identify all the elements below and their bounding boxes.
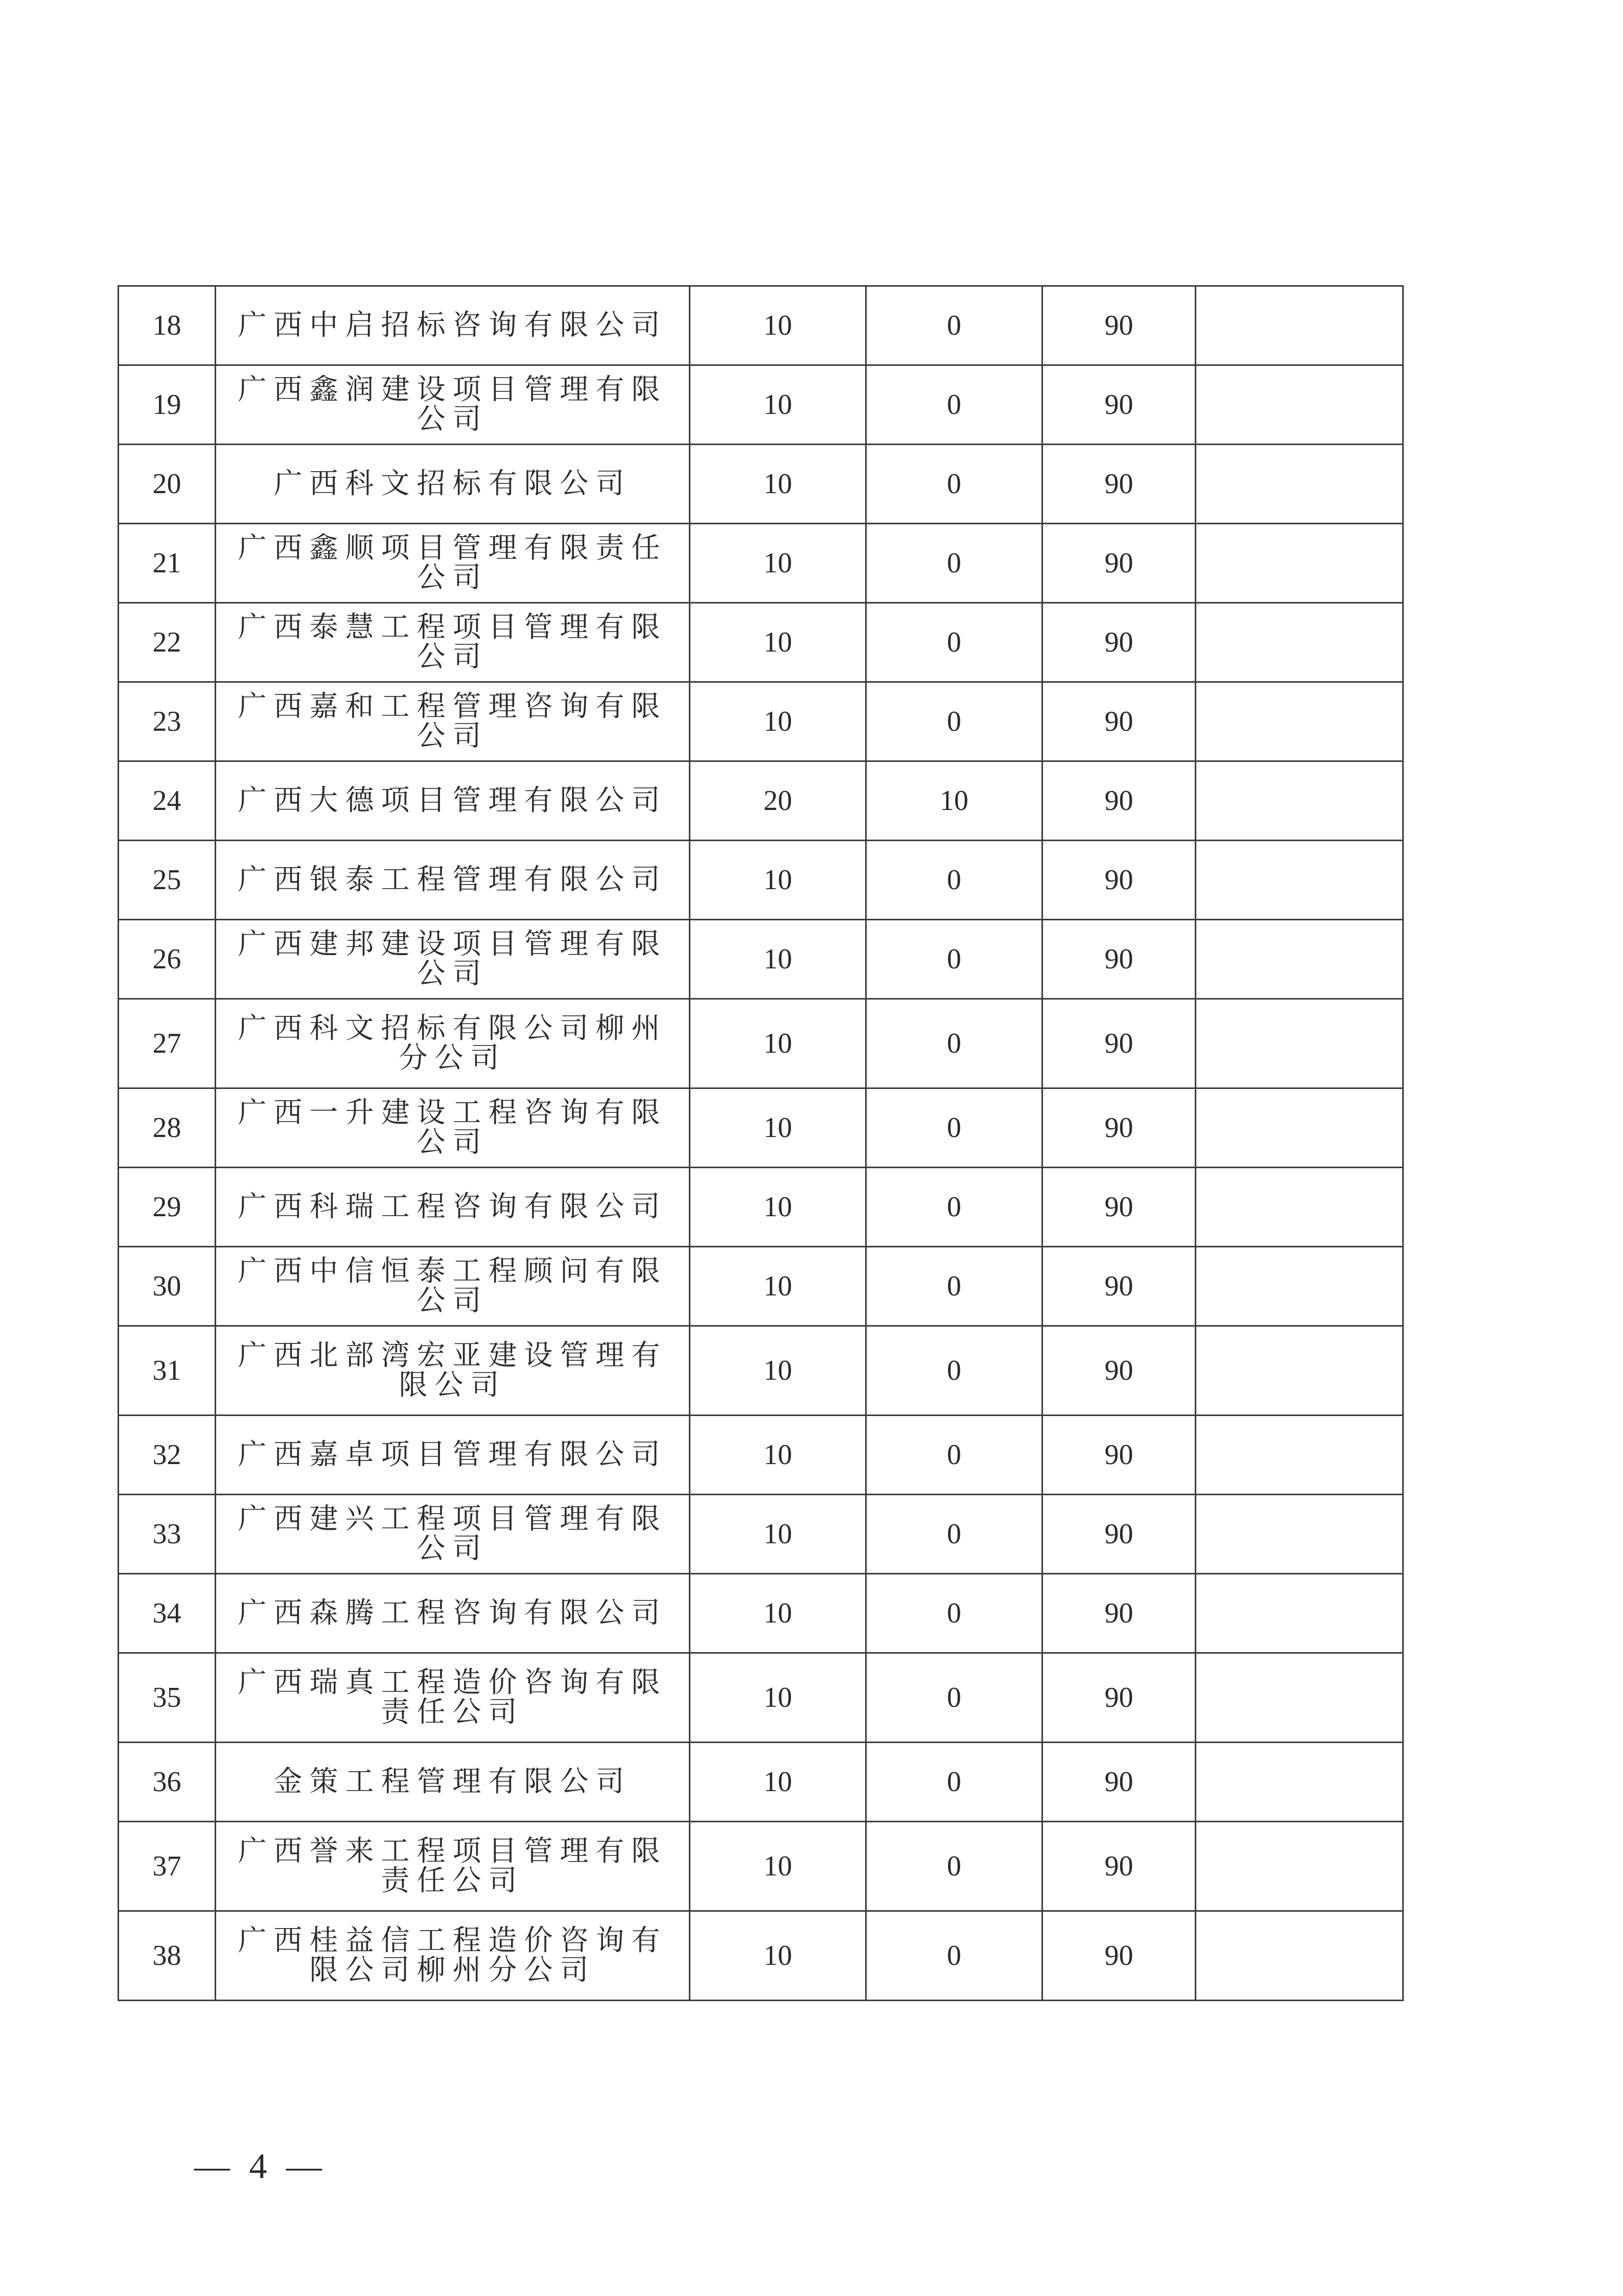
score-b-cell: 0	[866, 286, 1042, 365]
score-c-cell: 90	[1042, 1247, 1196, 1326]
row-number-cell: 27	[119, 999, 216, 1088]
row-number-cell: 29	[119, 1168, 216, 1247]
company-name-cell: 广西一升建设工程咨询有限公司	[216, 1088, 690, 1168]
score-a-cell: 10	[690, 1653, 866, 1743]
row-number-cell: 38	[119, 1911, 216, 2001]
table-row	[119, 1653, 1403, 1743]
table-row	[119, 1088, 1403, 1168]
table-row	[119, 999, 1403, 1088]
note-cell	[1196, 286, 1403, 365]
score-a-cell: 10	[690, 1743, 866, 1822]
table-row	[119, 603, 1403, 682]
table-row	[119, 1574, 1403, 1653]
row-number-cell: 32	[119, 1416, 216, 1495]
score-b-cell: 0	[866, 365, 1042, 445]
company-name-cell: 广西嘉卓项目管理有限公司	[216, 1416, 690, 1495]
company-name-cell: 广西中信恒泰工程顾问有限公司	[216, 1247, 690, 1326]
score-c-cell: 90	[1042, 1495, 1196, 1574]
note-cell	[1196, 1822, 1403, 1911]
row-number-cell: 28	[119, 1088, 216, 1168]
score-a-cell: 10	[690, 1495, 866, 1574]
table-row	[119, 1247, 1403, 1326]
company-name-cell: 广西建邦建设项目管理有限公司	[216, 920, 690, 999]
note-cell	[1196, 1495, 1403, 1574]
row-number-cell: 31	[119, 1326, 216, 1416]
table-row	[119, 682, 1403, 761]
score-b-cell: 0	[866, 1574, 1042, 1653]
row-number-cell: 19	[119, 365, 216, 445]
score-b-cell: 0	[866, 1088, 1042, 1168]
score-b-cell: 0	[866, 603, 1042, 682]
table-row	[119, 1822, 1403, 1911]
score-c-cell: 90	[1042, 1743, 1196, 1822]
score-a-cell: 10	[690, 999, 866, 1088]
page-number: — 4 —	[194, 2147, 327, 2186]
score-c-cell: 90	[1042, 761, 1196, 841]
company-name-cell: 金策工程管理有限公司	[216, 1743, 690, 1822]
score-b-cell: 0	[866, 524, 1042, 603]
score-c-cell: 90	[1042, 524, 1196, 603]
score-c-cell: 90	[1042, 1088, 1196, 1168]
table-row	[119, 1326, 1403, 1416]
score-a-cell: 10	[690, 365, 866, 445]
score-c-cell: 90	[1042, 1911, 1196, 2001]
score-a-cell: 10	[690, 1168, 866, 1247]
score-c-cell: 90	[1042, 1416, 1196, 1495]
row-number-cell: 23	[119, 682, 216, 761]
score-b-cell: 0	[866, 1911, 1042, 2001]
note-cell	[1196, 1653, 1403, 1743]
row-number-cell: 36	[119, 1743, 216, 1822]
score-a-cell: 10	[690, 1574, 866, 1653]
table-row	[119, 1416, 1403, 1495]
company-name-cell: 广西北部湾宏亚建设管理有限公司	[216, 1326, 690, 1416]
company-name-cell: 广西建兴工程项目管理有限公司	[216, 1495, 690, 1574]
note-cell	[1196, 603, 1403, 682]
row-number-cell: 20	[119, 445, 216, 524]
score-b-cell: 0	[866, 1247, 1042, 1326]
company-name-cell: 广西泰慧工程项目管理有限公司	[216, 603, 690, 682]
score-b-cell: 0	[866, 1822, 1042, 1911]
score-c-cell: 90	[1042, 1822, 1196, 1911]
row-number-cell: 21	[119, 524, 216, 603]
company-name-cell: 广西鑫润建设项目管理有限公司	[216, 365, 690, 445]
score-b-cell: 0	[866, 1743, 1042, 1822]
score-b-cell: 0	[866, 445, 1042, 524]
note-cell	[1196, 999, 1403, 1088]
score-table-container	[118, 285, 1402, 2001]
note-cell	[1196, 445, 1403, 524]
score-a-cell: 10	[690, 1416, 866, 1495]
score-a-cell: 10	[690, 1822, 866, 1911]
company-name-cell: 广西银泰工程管理有限公司	[216, 841, 690, 920]
table-row	[119, 841, 1403, 920]
score-table	[118, 285, 1404, 2001]
table-row	[119, 1911, 1403, 2001]
score-b-cell: 0	[866, 1416, 1042, 1495]
table-row	[119, 286, 1403, 365]
score-c-cell: 90	[1042, 1574, 1196, 1653]
table-row	[119, 365, 1403, 445]
company-name-cell: 广西森腾工程咨询有限公司	[216, 1574, 690, 1653]
table-row	[119, 445, 1403, 524]
company-name-cell: 广西鑫顺项目管理有限责任公司	[216, 524, 690, 603]
company-name-cell: 广西瑞真工程造价咨询有限责任公司	[216, 1653, 690, 1743]
note-cell	[1196, 1911, 1403, 2001]
score-b-cell: 0	[866, 1495, 1042, 1574]
row-number-cell: 35	[119, 1653, 216, 1743]
note-cell	[1196, 920, 1403, 999]
table-row	[119, 1168, 1403, 1247]
score-c-cell: 90	[1042, 1653, 1196, 1743]
score-c-cell: 90	[1042, 603, 1196, 682]
row-number-cell: 34	[119, 1574, 216, 1653]
score-c-cell: 90	[1042, 682, 1196, 761]
note-cell	[1196, 1416, 1403, 1495]
score-c-cell: 90	[1042, 365, 1196, 445]
table-row	[119, 1743, 1403, 1822]
score-a-cell: 10	[690, 524, 866, 603]
row-number-cell: 24	[119, 761, 216, 841]
note-cell	[1196, 365, 1403, 445]
company-name-cell: 广西大德项目管理有限公司	[216, 761, 690, 841]
company-name-cell: 广西科文招标有限公司	[216, 445, 690, 524]
score-a-cell: 10	[690, 1088, 866, 1168]
row-number-cell: 26	[119, 920, 216, 999]
score-b-cell: 0	[866, 1168, 1042, 1247]
score-c-cell: 90	[1042, 1168, 1196, 1247]
score-c-cell: 90	[1042, 841, 1196, 920]
note-cell	[1196, 761, 1403, 841]
note-cell	[1196, 1168, 1403, 1247]
score-a-cell: 10	[690, 841, 866, 920]
score-a-cell: 10	[690, 445, 866, 524]
table-row	[119, 1495, 1403, 1574]
table-row	[119, 920, 1403, 999]
score-c-cell: 90	[1042, 286, 1196, 365]
score-a-cell: 20	[690, 761, 866, 841]
score-b-cell: 0	[866, 682, 1042, 761]
note-cell	[1196, 1743, 1403, 1822]
company-name-cell: 广西桂益信工程造价咨询有限公司柳州分公司	[216, 1911, 690, 2001]
score-a-cell: 10	[690, 286, 866, 365]
company-name-cell: 广西嘉和工程管理咨询有限公司	[216, 682, 690, 761]
company-name-cell: 广西中启招标咨询有限公司	[216, 286, 690, 365]
score-b-cell: 0	[866, 920, 1042, 999]
score-b-cell: 0	[866, 841, 1042, 920]
row-number-cell: 33	[119, 1495, 216, 1574]
score-a-cell: 10	[690, 682, 866, 761]
row-number-cell: 18	[119, 286, 216, 365]
score-c-cell: 90	[1042, 1326, 1196, 1416]
note-cell	[1196, 524, 1403, 603]
note-cell	[1196, 1247, 1403, 1326]
table-body	[119, 286, 1403, 2001]
company-name-cell: 广西誉来工程项目管理有限责任公司	[216, 1822, 690, 1911]
note-cell	[1196, 1574, 1403, 1653]
table-row	[119, 761, 1403, 841]
row-number-cell: 25	[119, 841, 216, 920]
score-a-cell: 10	[690, 603, 866, 682]
score-b-cell: 0	[866, 1653, 1042, 1743]
score-b-cell: 0	[866, 1326, 1042, 1416]
row-number-cell: 22	[119, 603, 216, 682]
score-a-cell: 10	[690, 1326, 866, 1416]
score-a-cell: 10	[690, 1911, 866, 2001]
score-c-cell: 90	[1042, 999, 1196, 1088]
company-name-cell: 广西科文招标有限公司柳州分公司	[216, 999, 690, 1088]
score-a-cell: 10	[690, 920, 866, 999]
company-name-cell: 广西科瑞工程咨询有限公司	[216, 1168, 690, 1247]
score-c-cell: 90	[1042, 920, 1196, 999]
note-cell	[1196, 682, 1403, 761]
score-c-cell: 90	[1042, 445, 1196, 524]
score-a-cell: 10	[690, 1247, 866, 1326]
score-b-cell: 0	[866, 999, 1042, 1088]
note-cell	[1196, 1326, 1403, 1416]
note-cell	[1196, 841, 1403, 920]
table-row	[119, 524, 1403, 603]
score-b-cell: 10	[866, 761, 1042, 841]
row-number-cell: 30	[119, 1247, 216, 1326]
row-number-cell: 37	[119, 1822, 216, 1911]
note-cell	[1196, 1088, 1403, 1168]
